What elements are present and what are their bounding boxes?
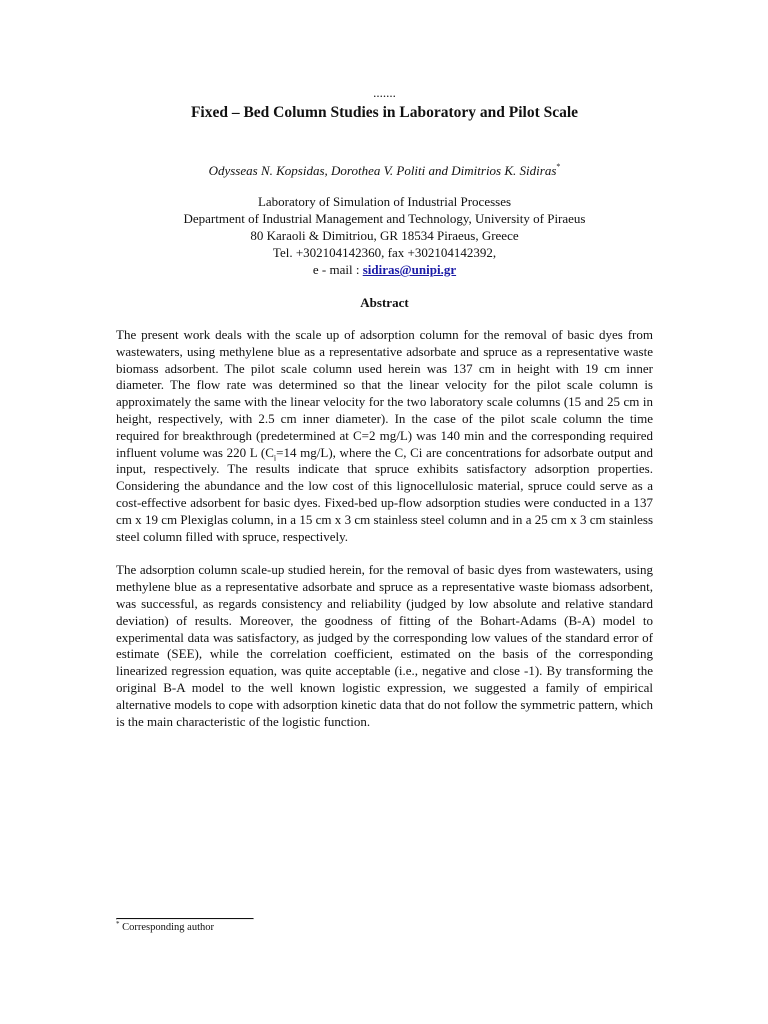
author-list [116, 162, 653, 179]
header-ellipsis: ....... [373, 85, 396, 100]
affiliation-block [116, 193, 653, 278]
footnote-separator [116, 918, 254, 920]
footnote-text: Corresponding author [119, 922, 214, 933]
footnote-marker: * [116, 920, 120, 928]
abstract-paragraph-2: The adsorption column scale-up studied herein, for the removal of basic dyes from wastewaters, using methylene blue as a representative adsorbate and spruce as a representative waste biomass adsorbent, was successful, as regards consistency and reliability (judged by low absolute and relative standard deviation) of results. Moreover, the goodness of fitting of the Bohart-Adams (B-A) model to experimental data was satisfactory, as judged by the corresponding low values of the standard error of estimate (SEE), while the correlation coefficient, estimated on the basis of the corresponding linearized regression equation, was quite acceptable (i.e., negative and close -1). By transforming the original B-A model to the well known logistic expression, we suggested a family of empirical alternative models to cope with adsorption kinetic data that do not follow the symmetric pattern, which is the main characteristic of the logistic function. [116, 562, 653, 729]
input-concentration-subscript: i [273, 453, 277, 463]
author-names: Odysseas N. Kopsidas, Dorothea V. Politi and Dimitrios K. Sidiras [208, 163, 557, 178]
paper-title: Fixed – Bed Column Studies in Laboratory and Pilot Scale [190, 104, 579, 121]
affiliation-phone-fax: Tel. +302104142360, fax +302104142392, [272, 245, 497, 260]
abstract-paragraph-1-part-a: The present work deals with the scale up of adsorption column for the removal of basic dyes from wastewaters, using methylene blue as a representative adsorbate and spruce as a representative waste biomass adsorbent. The pilot scale column used herein was 137 cm in height with 19 cm inner diameter. The flow rate was determined so that the linear velocity for the pilot scale column is approximately the same with the linear velocity for the two laboratory scale columns (15 and 25 cm in height, respectively, with 2.5 cm inner diameter). In the case of the pilot scale column the time required for breakthrough (predetermined at C=2 mg/L) was 140 min and the corresponding required influent volume was 220 L (C [116, 327, 653, 460]
affiliation-email-line [116, 261, 653, 278]
affiliation-lab: Laboratory of Simulation of Industrial Processes [257, 194, 512, 209]
abstract-paragraph-1-part-b: =14 mg/L), where the C, Ci are concentrations for adsorbate output and input, respectively. The results indicate that spruce exhibits satisfactory adsorption properties. Considering the abundance and the low cost of this lignocellulosic material, spruce could serve as a cost-effective adsorbent for basic dyes. Fixed-bed up-flow adsorption studies were conducted in a 137 cm x 19 cm Plexiglas column, in a 15 cm x 3 cm stainless steel column and in a 25 cm x 3 cm stainless steel column filled with spruce, respectively. [116, 444, 653, 544]
corresponding-author-marker: * [556, 162, 561, 171]
affiliation-address: 80 Karaoli & Dimitriou, GR 18534 Piraeus, Greece [250, 228, 519, 243]
footnote [116, 921, 214, 935]
abstract-paragraph-1 [116, 327, 653, 545]
email-label: e - mail : [312, 262, 363, 277]
affiliation-department: Department of Industrial Management and Technology, University of Piraeus [183, 211, 586, 226]
paper-page [116, 85, 653, 730]
email-link[interactable]: sidiras@unipi.gr [362, 262, 457, 277]
abstract-heading: Abstract [360, 295, 409, 310]
